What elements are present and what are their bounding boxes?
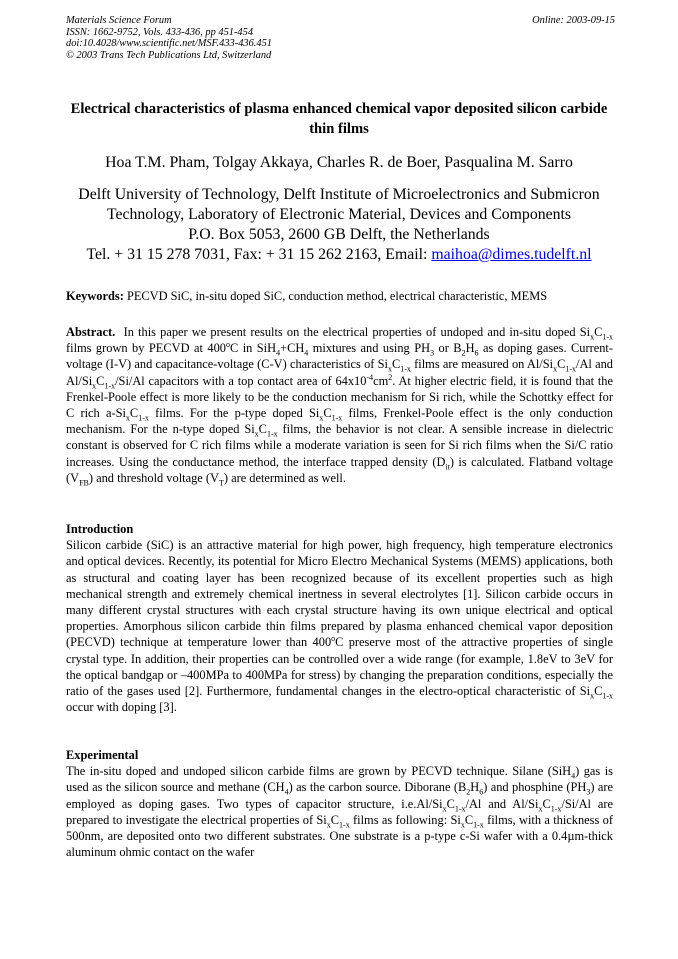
experimental-section: Experimental The in-situ doped and undoped silicon carbide films are grown by PECVD technique. Silane (SiH$_4$) gas is used as the silicon source and methane $(CH_4)$ as the carbon source. Diborane $(B_2H_6)$ and phosphine $(PH_3)$ are employed as doping gases. Two types of capacitor structure, $i.e.Al/Si_xC_{1-x}/Al$ and $Al/Si_xC_{1-x}/Si/Al$ are prepared to investigate the electrical properties of $Si_xC_{1-x}$ films as following: $Si_xC_{1-x}$ films, with a thickness of 500nm, are deposited onto two different substrates. One substrate is a p-type c-Si wafer with a 0.4µm-thick aluminum ohmic contact on the wafer xyxy=(66,748,614,860)
affiliation-address: P.O. Box 5053, 2600 GB Delft, the Netherlands xyxy=(188,226,490,243)
abstract: Abstract. In this paper we present results on the electrical properties of undoped and in-situ doped $Si_xC_{1-x}$ films grown by PECVD at 400$^o$C in $SiH_4+CH_4$ mixtures and using $PH_3$ or $B_2H_6$ as doping gases. Current-voltage (I-V) and capacitance-voltage (C-V) characteristics of $Si_xC_{1-x}$ films are measured on $Al/Si_xC_{1-x}/Al$ and $Al/Si_xC_{1-x}/Si/Al$ capacitors with a top contact area of $64x10^{-4}cm^2$. At higher electric field, it is found that the Frenkel-Poole effect is more likely to be the conduction mechanism for Si rich, while the Schottky effect for C rich $a-Si_xC_{1-x}$ films. For the p-type doped $Si_xC_{1-x}$ films, Frenkel-Poole effect is the only conduction mechanism. For the n-type doped $Si_xC_{1-x}$ films, the behavior is not clear. A sensible increase in dielectric constant is observed for C rich films while a moderate variation is seen for Si rich films when the Si/C ratio increases. Using the conductance method, the interface trapped density $(D_{it})$ is calculated. Flatband voltage $(V_{FB})$ and threshold voltage $(V_T)$ are determined as well. xyxy=(66,325,614,488)
keywords-text: PECVD SiC, in-situ doped SiC, conduction method, electrical characteristic, MEMS xyxy=(126,289,548,303)
journal-name: Materials Science Forum xyxy=(66,15,172,26)
affiliation-line-2: Technology, Laboratory of Electronic Material, Devices and Components xyxy=(106,206,572,223)
experimental-heading: Experimental xyxy=(66,748,139,762)
contact-line xyxy=(60,245,618,265)
contact-text: Tel. + 31 15 278 7031, Fax: + 31 15 262 2163, Email: xyxy=(86,246,432,263)
keywords-label: Keywords: xyxy=(66,289,124,303)
journal-header xyxy=(66,15,272,61)
introduction-section: Introduction Silicon carbide (SiC) is an attractive material for high power, high frequency, high temperature electronics and optical devices. Recently, its potential for Micro Electro Mechanical Systems (MEMS) applications, both as structural and coating layer has been recognized because of its excellent properties such as high mechanical strength and extremely chemical inertness in several electrolytes [1]. Silicon carbide occurs in many different crystal structures with each crystal structure having its own unique electrical and optical properties. Amorphous silicon carbide thin films prepared by plasma enhanced chemical vapor deposition (PECVD) technique at temperature lower than 400$^o$C preserve most of the attractive properties of single crystal type. In addition, their properties can be controlled over a wide range (for example, 1.8eV to 3eV for the optical bandgap or –400MPa to 400MPa for stress) by changing the preparation conditions, especially the ratio of the gases used [2]. Furthermore, fundamental changes in the electro-optical characteristic of $Si_xC_{1-x}$ occur with doping [3]. xyxy=(66,522,613,715)
introduction-heading: Introduction xyxy=(66,522,134,536)
author-list: Hoa T.M. Pham, Tolgay Akkaya, Charles R. de Boer, Pasqualina M. Sarro xyxy=(105,154,573,171)
keywords xyxy=(66,289,616,303)
email-link[interactable]: maihoa@dimes.tudelft.nl xyxy=(431,246,592,263)
doi-line: doi:10.4028/www.scientific.net/MSF.433-436.451 xyxy=(66,38,272,50)
copyright-line: © 2003 Trans Tech Publications Ltd, Switzerland xyxy=(66,49,272,61)
issn-line: ISSN: 1662-9752, Vols. 433-436, pp 451-454 xyxy=(66,26,254,38)
online-date: Online: 2003-09-15 xyxy=(532,15,615,26)
paper-title: Electrical characteristics of plasma enhanced chemical vapor deposited silicon carbide thin films xyxy=(70,101,608,137)
affiliation-line-1: Delft University of Technology, Delft Institute of Microelectronics and Submicron xyxy=(78,186,600,203)
affiliation xyxy=(60,185,618,265)
abstract-label: Abstract. xyxy=(66,325,116,339)
